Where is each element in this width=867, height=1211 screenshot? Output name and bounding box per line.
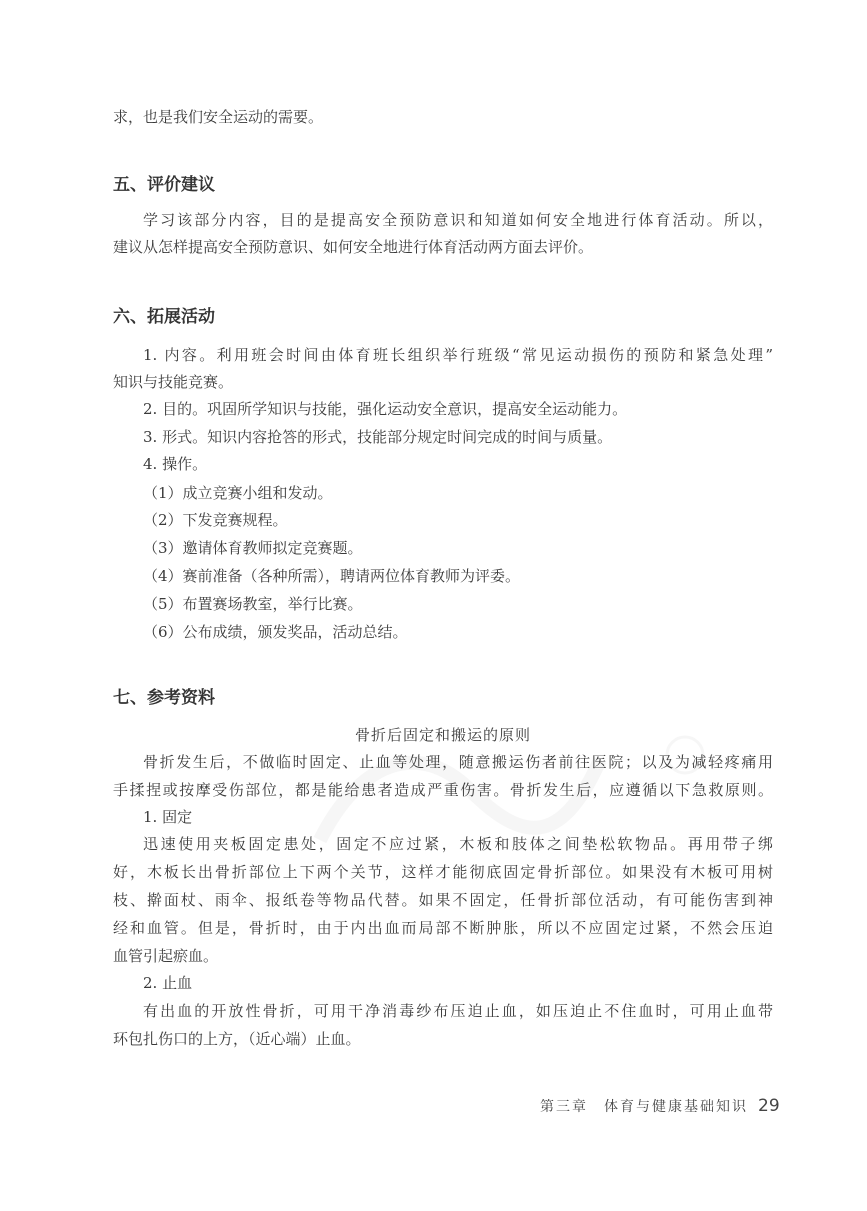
page-number: 29 bbox=[758, 1096, 780, 1116]
list-item: 知识与技能竞赛。 bbox=[113, 373, 234, 391]
list-item: （2）下发竞赛规程。 bbox=[143, 511, 288, 529]
continued-text: 求，也是我们安全运动的需要。 bbox=[113, 108, 324, 126]
paragraph-line: 学习该部分内容，目的是提高安全预防意识和知道如何安全地进行体育活动。所以， bbox=[143, 211, 773, 229]
chapter-title: 第三章 体育与健康基础知识 bbox=[540, 1099, 748, 1115]
paragraph-line: 环包扎伤口的上方，（近心端）止血。 bbox=[113, 1030, 361, 1048]
subheading-fixation: 1. 固定 bbox=[143, 808, 193, 826]
section-heading-evaluation: 五、评价建议 bbox=[113, 175, 215, 195]
reference-article-title: 骨折后固定和搬运的原则 bbox=[354, 726, 531, 744]
list-item: （4）赛前准备（各种所需），聘请两位体育教师为评委。 bbox=[143, 567, 521, 585]
list-item: 4. 操作。 bbox=[143, 455, 208, 473]
paragraph-line: 建议从怎样提高安全预防意识、如何安全地进行体育活动两方面去评价。 bbox=[113, 238, 594, 256]
list-item: 2. 目的。巩固所学知识与技能，强化运动安全意识，提高安全运动能力。 bbox=[143, 400, 628, 418]
paragraph-line: 经和血管。但是，骨折时，由于内出血而局部不断肿胀，所以不应固定过紧，不然会压迫 bbox=[113, 919, 773, 937]
list-item: （5）布置赛场教室，举行比赛。 bbox=[143, 595, 363, 613]
paragraph-line: 好，木板长出骨折部位上下两个关节，这样才能彻底固定骨折部位。如果没有木板可用树 bbox=[113, 863, 773, 881]
list-item: 1. 内容。利用班会时间由体育班长组织举行班级“常见运动损伤的预防和紧急处理” bbox=[143, 346, 773, 364]
section-heading-extension: 六、拓展活动 bbox=[113, 307, 215, 327]
paragraph-line: 手揉捏或按摩受伤部位，都是能给患者造成严重伤害。骨折发生后，应遵循以下急救原则。 bbox=[113, 781, 773, 799]
list-item: （6）公布成绩，颁发奖品，活动总结。 bbox=[143, 623, 408, 641]
paragraph-line: 骨折发生后，不做临时固定、止血等处理，随意搬运伤者前往医院；以及为减轻疼痛用 bbox=[143, 753, 773, 771]
list-item: 3. 形式。知识内容抢答的形式，技能部分规定时间完成的时间与质量。 bbox=[143, 428, 613, 446]
paragraph-line: 有出血的开放性骨折，可用干净消毒纱布压迫止血，如压迫止不住血时，可用止血带 bbox=[143, 1002, 773, 1020]
page-footer bbox=[540, 1096, 780, 1116]
subheading-bleeding: 2. 止血 bbox=[143, 974, 193, 992]
section-heading-references: 七、参考资料 bbox=[113, 688, 215, 708]
paragraph-line: 迅速使用夹板固定患处，固定不应过紧，木板和肢体之间垫松软物品。再用带子绑 bbox=[143, 835, 773, 853]
list-item: （1）成立竞赛小组和发动。 bbox=[143, 484, 333, 502]
paragraph-line: 血管引起瘀血。 bbox=[113, 947, 219, 965]
paragraph-line: 枝、擀面杖、雨伞、报纸卷等物品代替。如果不固定，任骨折部位活动，有可能伤害到神 bbox=[113, 891, 773, 909]
list-item: （3）邀请体育教师拟定竞赛题。 bbox=[143, 539, 363, 557]
